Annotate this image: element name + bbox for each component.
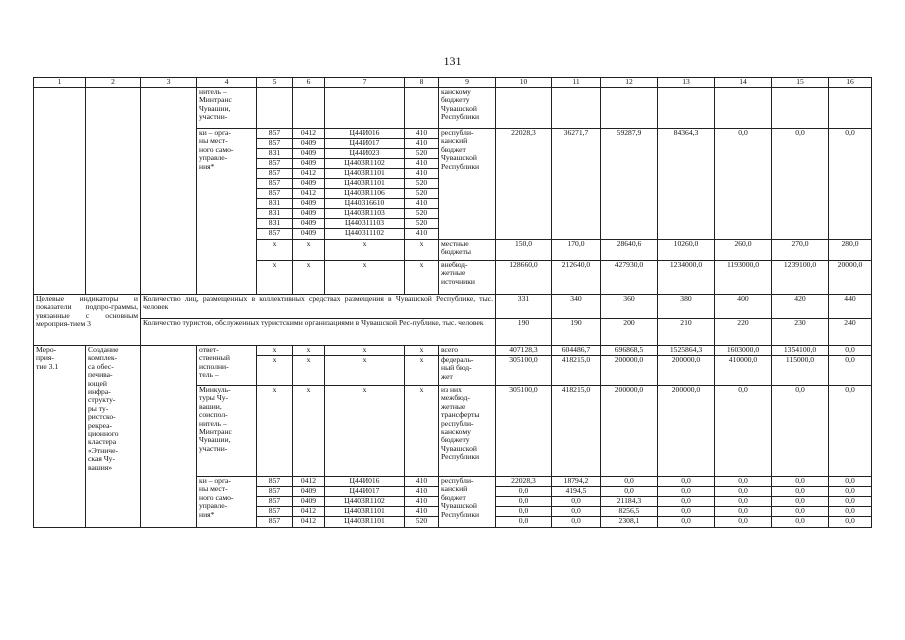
column-header: 14 — [715, 78, 772, 88]
value-cell: 0,0 — [496, 517, 552, 528]
value-cell: 8256,5 — [601, 507, 658, 517]
value-cell: 212640,0 — [552, 261, 601, 295]
value-cell: 305100,0 — [496, 386, 552, 477]
table-row — [34, 346, 872, 356]
budget-code: х — [257, 356, 293, 386]
value-cell: 0,0 — [496, 487, 552, 497]
value-cell: 18794,2 — [552, 477, 601, 487]
budget-code: Ц4403R1103 — [325, 209, 405, 219]
page-number: 131 — [443, 54, 462, 68]
column-header: 9 — [439, 78, 496, 88]
value-cell: 240 — [829, 319, 872, 346]
column-header: 13 — [658, 78, 715, 88]
budget-code: х — [325, 240, 405, 261]
budget-code: Ц4403R1101 — [325, 169, 405, 179]
budget-code: 0409 — [293, 219, 325, 229]
executor-participants: ки – орга- ны мест- ного само- управле- ния* — [197, 477, 257, 528]
value-cell: 0,0 — [829, 517, 872, 528]
budget-code: Ц4403R1101 — [325, 517, 405, 528]
budget-code: 520 — [405, 149, 439, 159]
value-cell: 0,0 — [658, 507, 715, 517]
budget-code: 520 — [405, 219, 439, 229]
value-cell: 0,0 — [829, 129, 872, 240]
value-cell: 1603000,0 — [715, 346, 772, 356]
value-cell: 22028,3 — [496, 477, 552, 487]
table-row — [34, 295, 872, 319]
value-cell: 0,0 — [715, 386, 772, 477]
value-cell: 604486,7 — [552, 346, 601, 356]
budget-code: 0412 — [293, 517, 325, 528]
table-cell — [257, 88, 293, 129]
budget-code: Ц4403R1102 — [325, 159, 405, 169]
value-cell: 0,0 — [772, 477, 829, 487]
event-title: Создание комплек- са обес- печива- ющей инфра- структу- ры ту- ристско- рекреа- ционного кластера «Этниче- ская Чу- вашия» — [86, 346, 141, 528]
budget-code: 0409 — [293, 149, 325, 159]
value-cell: 0,0 — [496, 497, 552, 507]
budget-code: х — [325, 261, 405, 295]
budget-code: х — [405, 346, 439, 356]
value-cell: 0,0 — [715, 507, 772, 517]
value-cell: 0,0 — [772, 129, 829, 240]
column-header: 16 — [829, 78, 872, 88]
budget-code: 857 — [257, 169, 293, 179]
value-cell: 0,0 — [715, 477, 772, 487]
budget-code: 0412 — [293, 507, 325, 517]
value-cell: 0,0 — [829, 507, 872, 517]
value-cell: 280,0 — [829, 240, 872, 261]
source-label: местные бюджеты — [439, 240, 496, 261]
budget-code: Ц44И016 — [325, 129, 405, 139]
value-cell: 1354100,0 — [772, 346, 829, 356]
value-cell: 418215,0 — [552, 386, 601, 477]
budget-code: Ц4403R1102 — [325, 497, 405, 507]
source-label: федераль- ный бюд- жет — [439, 356, 496, 386]
table-cell — [772, 88, 829, 129]
column-header: 11 — [552, 78, 601, 88]
budget-code: 857 — [257, 477, 293, 487]
budget-code: 410 — [405, 497, 439, 507]
value-cell: 340 — [552, 295, 601, 319]
value-cell: 0,0 — [496, 507, 552, 517]
column-header: 10 — [496, 78, 552, 88]
value-cell: 0,0 — [772, 497, 829, 507]
budget-code: 410 — [405, 477, 439, 487]
value-cell: 1193000,0 — [715, 261, 772, 295]
table-cell — [496, 88, 552, 129]
budget-code: х — [405, 386, 439, 477]
budget-code: 0412 — [293, 189, 325, 199]
value-cell: 418215,0 — [552, 356, 601, 386]
budget-code: 857 — [257, 159, 293, 169]
table-cell — [552, 88, 601, 129]
value-cell: 0,0 — [658, 477, 715, 487]
value-cell: 28640,6 — [601, 240, 658, 261]
value-cell: 0,0 — [658, 487, 715, 497]
budget-code: Ц4403R1101 — [325, 507, 405, 517]
column-header: 6 — [293, 78, 325, 88]
table-cell — [293, 88, 325, 129]
source-label: из них межбюд- жетные трансферты республи- канскому бюджету Чувашской Республики — [439, 386, 496, 477]
source-label: республи- канский бюджет Чувашской Республики — [439, 477, 496, 528]
value-cell: 190 — [552, 319, 601, 346]
executor-participants: ки – орга- ны мест- ного само- управле- ния* — [197, 129, 257, 295]
indicator-text: Количество лиц, размещенных в коллективных средствах размещения в Чувашской Республике, тыс. человек — [141, 295, 496, 319]
value-cell: 0,0 — [715, 129, 772, 240]
value-cell: 331 — [496, 295, 552, 319]
table-row — [34, 319, 872, 346]
budget-code: 857 — [257, 517, 293, 528]
budget-code: 0409 — [293, 159, 325, 169]
value-cell: 200000,0 — [601, 386, 658, 477]
budget-code: 831 — [257, 219, 293, 229]
budget-code: 0409 — [293, 229, 325, 240]
value-cell: 0,0 — [552, 497, 601, 507]
table-cell — [829, 88, 872, 129]
value-cell: 407128,3 — [496, 346, 552, 356]
table-cell — [715, 88, 772, 129]
budget-code: 410 — [405, 229, 439, 240]
table-cell — [658, 88, 715, 129]
value-cell: 22028,3 — [496, 129, 552, 240]
executor-coexecutor: Минкуль- туры Чу- вашии, соиспол- нитель – Минтранс Чувашии, участни- — [197, 386, 257, 477]
budget-code: х — [293, 261, 325, 295]
value-cell: 1525864,3 — [658, 346, 715, 356]
budget-code: Ц4403R1101 — [325, 179, 405, 189]
value-cell: 59287,9 — [601, 129, 658, 240]
budget-code: Ц44И017 — [325, 139, 405, 149]
value-cell: 0,0 — [829, 346, 872, 356]
table-row — [34, 88, 872, 129]
value-cell: 10260,0 — [658, 240, 715, 261]
source-label: канскому бюджету Чувашской Республики — [439, 88, 496, 129]
value-cell: 1234000,0 — [658, 261, 715, 295]
value-cell: 410000,0 — [715, 356, 772, 386]
value-cell: 0,0 — [552, 517, 601, 528]
value-cell: 84364,3 — [658, 129, 715, 240]
section-col2 — [86, 88, 141, 295]
source-label: внебюд- жетные источники — [439, 261, 496, 295]
budget-code: х — [257, 346, 293, 356]
header-row — [34, 78, 872, 88]
budget-code: х — [293, 356, 325, 386]
value-cell: 200 — [601, 319, 658, 346]
budget-code: 857 — [257, 129, 293, 139]
table-cell — [325, 88, 405, 129]
budget-code: Ц4403R1106 — [325, 189, 405, 199]
budget-code: Ц440316610 — [325, 199, 405, 209]
value-cell: 0,0 — [772, 487, 829, 497]
value-cell: 0,0 — [658, 517, 715, 528]
value-cell: 440 — [829, 295, 872, 319]
value-cell: 20000,0 — [829, 261, 872, 295]
indicators-label: Целевые индикаторы и показатели подпро-граммы, увязанные с основным мероприя-тием 3 — [34, 295, 141, 346]
budget-code: 410 — [405, 129, 439, 139]
column-header: 7 — [325, 78, 405, 88]
budget-code: х — [257, 261, 293, 295]
column-header: 2 — [86, 78, 141, 88]
column-header: 15 — [772, 78, 829, 88]
budget-code: 520 — [405, 517, 439, 528]
value-cell: 0,0 — [715, 497, 772, 507]
value-cell: 0,0 — [772, 517, 829, 528]
budget-code: Ц44И023 — [325, 149, 405, 159]
budget-code: 0409 — [293, 209, 325, 219]
budget-code: х — [257, 240, 293, 261]
budget-code: 0409 — [293, 487, 325, 497]
budget-code: 410 — [405, 507, 439, 517]
budget-code: х — [293, 346, 325, 356]
budget-code: 0412 — [293, 477, 325, 487]
column-header: 5 — [257, 78, 293, 88]
column-header: 3 — [141, 78, 197, 88]
value-cell: 0,0 — [772, 507, 829, 517]
budget-code: Ц44И017 — [325, 487, 405, 497]
value-cell: 0,0 — [601, 487, 658, 497]
budget-code: 0409 — [293, 497, 325, 507]
value-cell: 360 — [601, 295, 658, 319]
value-cell: 200000,0 — [601, 356, 658, 386]
value-cell: 0,0 — [601, 477, 658, 487]
budget-code: х — [325, 386, 405, 477]
value-cell: 200000,0 — [658, 386, 715, 477]
budget-code: х — [293, 240, 325, 261]
budget-code: 410 — [405, 487, 439, 497]
budget-code: 0409 — [293, 179, 325, 189]
budget-code: х — [325, 346, 405, 356]
value-cell: 210 — [658, 319, 715, 346]
budget-code: 520 — [405, 209, 439, 219]
budget-code: х — [293, 386, 325, 477]
value-cell: 0,0 — [829, 487, 872, 497]
value-cell: 0,0 — [552, 507, 601, 517]
value-cell: 400 — [715, 295, 772, 319]
budget-table — [33, 77, 872, 528]
budget-code: х — [257, 386, 293, 477]
event-number: Меро- прия- тие 3.1 — [34, 346, 86, 528]
value-cell: 0,0 — [829, 477, 872, 487]
budget-code: х — [405, 356, 439, 386]
budget-code: 0409 — [293, 139, 325, 149]
budget-code: 831 — [257, 209, 293, 219]
value-cell: 260,0 — [715, 240, 772, 261]
budget-code: х — [405, 261, 439, 295]
value-cell: 150,0 — [496, 240, 552, 261]
value-cell: 0,0 — [772, 386, 829, 477]
budget-code: 857 — [257, 497, 293, 507]
section-col3 — [141, 88, 197, 295]
budget-code: 857 — [257, 189, 293, 199]
source-label: республи- канский бюджет Чувашской Республики — [439, 129, 496, 240]
value-cell: 0,0 — [829, 497, 872, 507]
table-cell — [601, 88, 658, 129]
budget-code: 0412 — [293, 129, 325, 139]
budget-code: 0412 — [293, 169, 325, 179]
value-cell: 0,0 — [829, 356, 872, 386]
value-cell: 2308,1 — [601, 517, 658, 528]
value-cell: 190 — [496, 319, 552, 346]
section-col1 — [34, 88, 86, 295]
indicator-text: Количество туристов, обслуженных туристскими организациями в Чувашской Рес-публике, тыс. человек — [141, 319, 496, 346]
value-cell: 115000,0 — [772, 356, 829, 386]
budget-code: х — [405, 240, 439, 261]
value-cell: 420 — [772, 295, 829, 319]
value-cell: 0,0 — [658, 497, 715, 507]
value-cell: 200000,0 — [658, 356, 715, 386]
value-cell: 305100,0 — [496, 356, 552, 386]
budget-code: 410 — [405, 169, 439, 179]
column-header: 8 — [405, 78, 439, 88]
value-cell: 427930,0 — [601, 261, 658, 295]
table-cell — [405, 88, 439, 129]
value-cell: 270,0 — [772, 240, 829, 261]
value-cell: 4194,5 — [552, 487, 601, 497]
value-cell: 170,0 — [552, 240, 601, 261]
budget-code: 857 — [257, 229, 293, 240]
value-cell: 1239100,0 — [772, 261, 829, 295]
budget-code: 410 — [405, 139, 439, 149]
executor-responsible: ответ- ственный исполни- тель – — [197, 346, 257, 386]
value-cell: 380 — [658, 295, 715, 319]
budget-code: 857 — [257, 507, 293, 517]
value-cell: 21184,3 — [601, 497, 658, 507]
budget-code: 410 — [405, 159, 439, 169]
column-header: 1 — [34, 78, 86, 88]
column-header: 12 — [601, 78, 658, 88]
value-cell: 230 — [772, 319, 829, 346]
budget-code: 520 — [405, 189, 439, 199]
source-label: всего — [439, 346, 496, 356]
budget-code: Ц44И016 — [325, 477, 405, 487]
executor-cont: нитель – Минтранс Чувашии, участни- — [197, 88, 257, 129]
value-cell: 220 — [715, 319, 772, 346]
value-cell: 0,0 — [715, 517, 772, 528]
budget-code: 831 — [257, 199, 293, 209]
budget-code: 857 — [257, 487, 293, 497]
budget-code: 0409 — [293, 199, 325, 209]
value-cell: 36271,7 — [552, 129, 601, 240]
budget-code: 410 — [405, 199, 439, 209]
event-col3 — [141, 346, 197, 528]
value-cell: 128660,0 — [496, 261, 552, 295]
value-cell: 0,0 — [829, 386, 872, 477]
budget-code: 831 — [257, 149, 293, 159]
budget-code: Ц440311102 — [325, 229, 405, 240]
column-header: 4 — [197, 78, 257, 88]
value-cell: 696868,5 — [601, 346, 658, 356]
budget-code: 857 — [257, 139, 293, 149]
budget-code: х — [325, 356, 405, 386]
budget-code: 520 — [405, 179, 439, 189]
value-cell: 0,0 — [715, 487, 772, 497]
budget-code: Ц440311103 — [325, 219, 405, 229]
budget-code: 857 — [257, 179, 293, 189]
